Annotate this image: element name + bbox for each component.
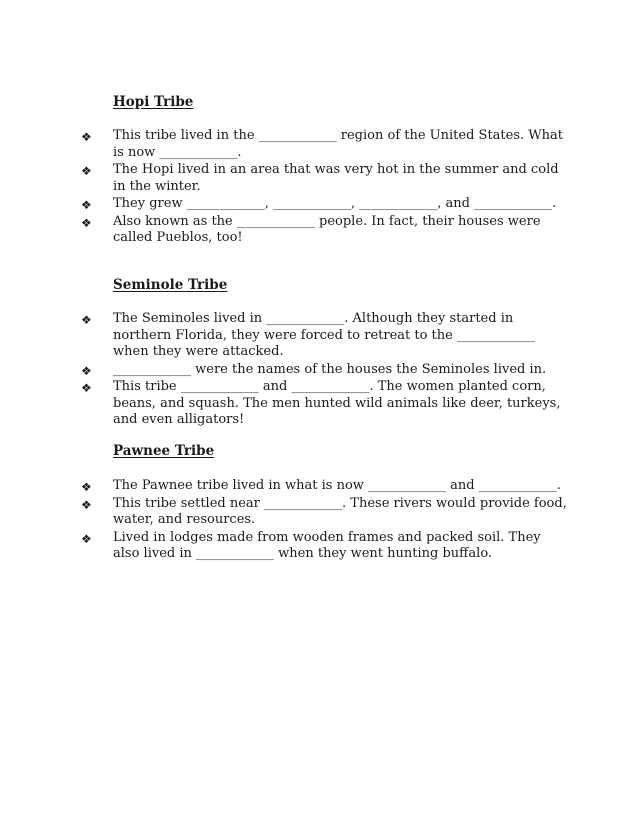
bullet-text: The Seminoles lived in ____________. Although they started in northern Florida, they were forced to retreat to the ____________ when they were attacked. [113,311,535,359]
bullet-text: This tribe lived in the ____________ region of the United States. What is now ____________. [113,128,563,160]
bullet-text: ____________ were the names of the houses the Seminoles lived in. [113,361,547,377]
list-item [0,162,568,195]
four-diamond-bullet-icon: ❖ [81,198,92,212]
four-diamond-bullet-icon: ❖ [81,497,92,512]
list-item [0,530,568,563]
four-diamond-bullet-icon: ❖ [81,531,92,546]
bullet-text: The Hopi lived in an area that was very hot in the summer and cold in the winter. [113,162,559,194]
list-item [0,128,568,161]
four-diamond-bullet-icon: ❖ [81,164,92,178]
bullet-text: This tribe settled near ____________. These rivers would provide food, water, and resources. [113,495,567,527]
section-title: Seminole Tribe [113,277,228,293]
bullet-list [0,478,638,563]
four-diamond-bullet-icon: ❖ [81,381,92,395]
list-item [0,214,568,247]
list-item [0,196,568,213]
bullet-text: They grew ____________, ____________, ____________, and ____________. [113,196,557,211]
list-item [0,311,568,361]
four-diamond-bullet-icon: ❖ [81,130,92,144]
bullet-text: This tribe ____________ and ____________. The women planted corn, beans, and squash. The men hunted wild animals like deer, turkeys, and even alligators! [113,379,561,427]
list-item [0,379,568,429]
bullet-text: Also known as the ____________ people. In fact, their houses were called Pueblos, too! [113,213,541,245]
bullet-text: The Pawnee tribe lived in what is now ____________ and ____________. [113,478,561,493]
list-item [0,496,568,529]
bullet-list [0,128,638,247]
bullet-text: Lived in lodges made from wooden frames and packed soil. They also lived in ____________ when they went hunting buffalo. [113,529,541,561]
list-item [0,362,568,379]
four-diamond-bullet-icon: ❖ [81,363,92,378]
section-title: Hopi Tribe [113,94,194,110]
four-diamond-bullet-icon: ❖ [81,215,92,230]
section-title: Pawnee Tribe [113,443,215,459]
four-diamond-bullet-icon: ❖ [81,480,92,494]
four-diamond-bullet-icon: ❖ [81,313,92,327]
bullet-list [0,311,638,429]
list-item [0,478,568,495]
